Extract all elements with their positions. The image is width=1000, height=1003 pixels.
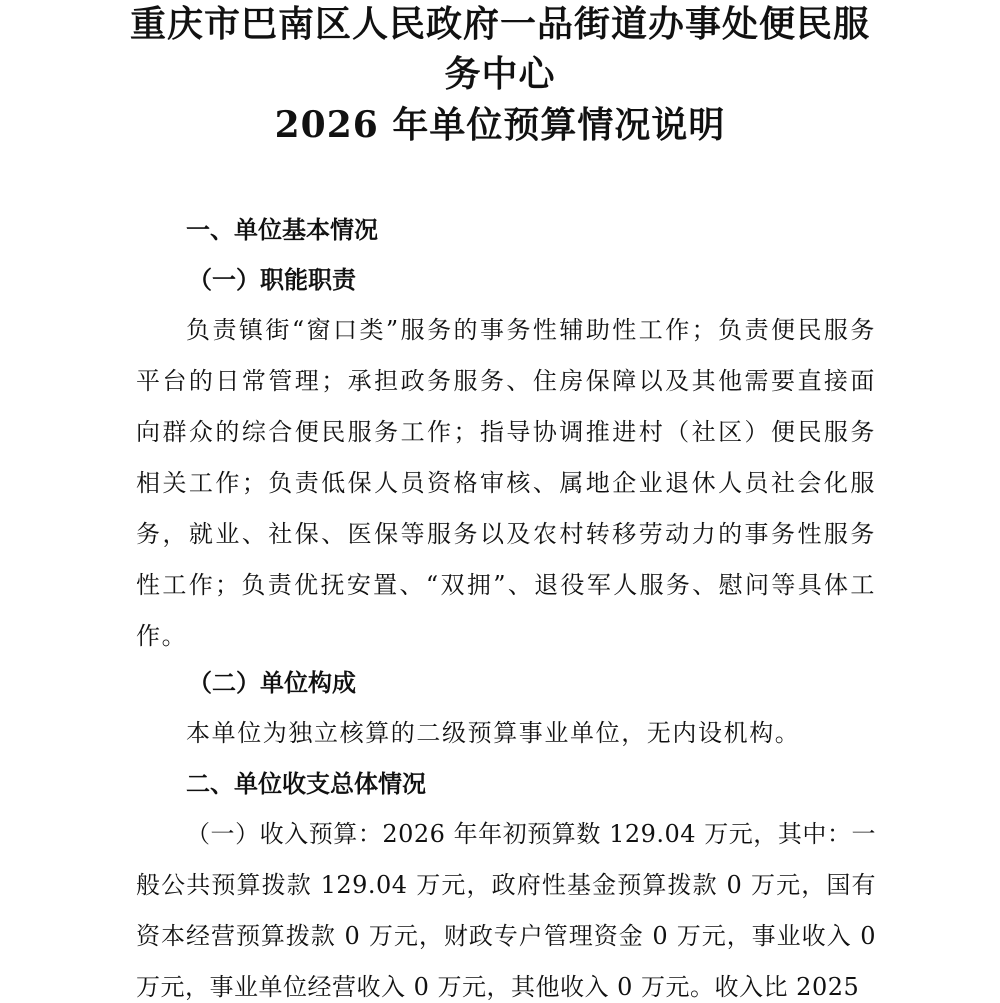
section-1-2-paragraph: 本单位为独立核算的二级预算事业单位，无内设机构。 — [186, 719, 801, 747]
section-1-2-heading: （二）单位构成 — [188, 669, 356, 697]
document-title-line-1: 重庆市巴南区人民政府一品街道办事处便民服 — [129, 3, 870, 45]
section-2-paragraph: （一）收入预算：2026 年年初预算数 129.04 万元，其中：一般公共预算拨款 129.04 万元，政府性基金预算拨款 0 万元，国有资本经营预算拨款 0 万元，财政专户管理资金 0 万元，事业收入 0 万元，事业单位经营收入 0 万元，其他收入 0 万元。收入比 2025 — [136, 820, 876, 1001]
section-1-heading: 一、单位基本情况 — [186, 216, 378, 244]
document-title-line-2: 务中心 — [444, 53, 556, 95]
section-2-heading: 二、单位收支总体情况 — [186, 770, 426, 798]
section-1-1-paragraph: 负责镇街“窗口类”服务的事务性辅助性工作；负责便民服务平台的日常管理；承担政务服务、住房保障以及其他需要直接面向群众的综合便民服务工作；指导协调推进村（社区）便民服务相关工作；负责低保人员资格审核、属地企业退休人员社会化服务，就业、社保、医保等服务以及农村转移劳动力的事务性服务性工作；负责优抚安置、“双拥”、退役军人服务、慰问等具体工作。 — [136, 316, 876, 650]
document-title-line-3: 2026 年单位预算情况说明 — [274, 104, 726, 146]
section-1-1-heading: （一）职能职责 — [188, 266, 356, 294]
